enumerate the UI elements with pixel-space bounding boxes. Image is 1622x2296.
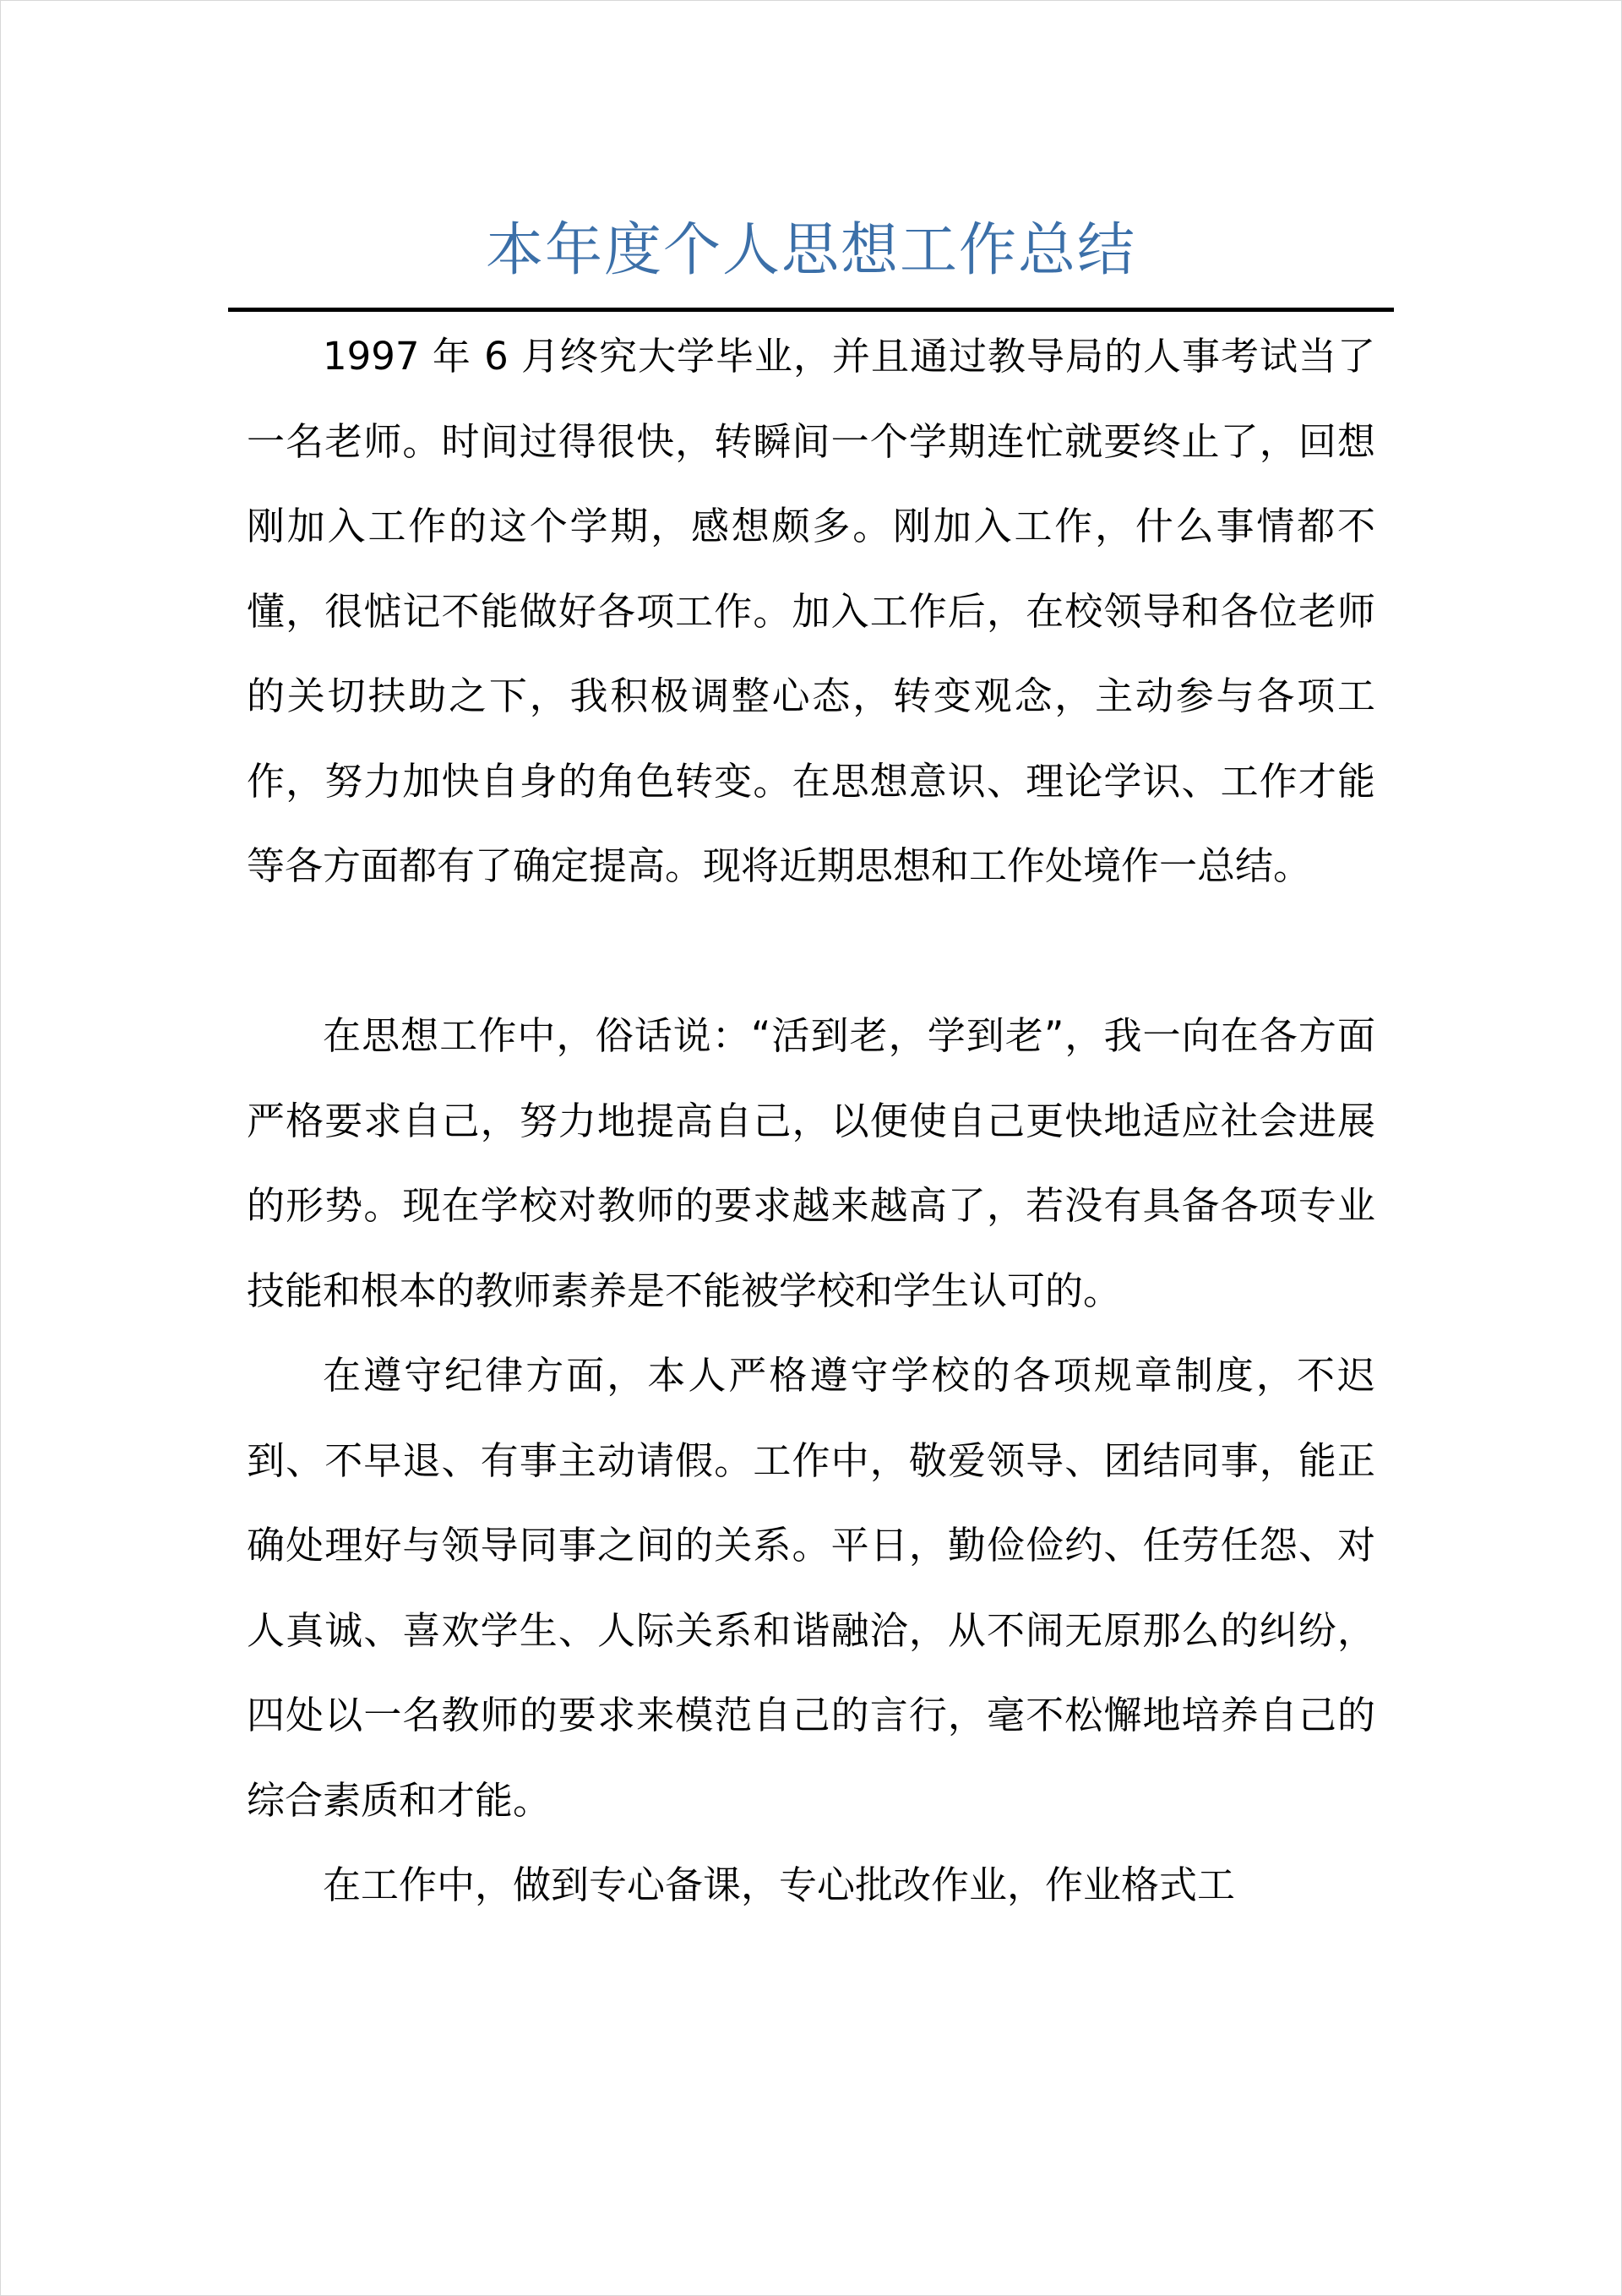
blank-line: [247, 909, 1375, 995]
document-title: 本年度个人思想工作总结: [485, 217, 1136, 284]
paragraph-thought-work: 在思想工作中，俗话说：“活到老，学到老”，我一向在各方面严格要求自己，努力地提高自己，以便使自己更快地适应社会进展的形势。现在学校对教师的要求越来越高了，若没有具备各项专业技能和根本的教师素养是不能被学校和学生认可的。: [247, 1013, 1375, 1313]
document-body: [247, 314, 1375, 1928]
title-underline: [228, 308, 1394, 312]
paragraph-discipline: 在遵守纪律方面，本人严格遵守学校的各项规章制度，不迟到、不早退、有事主动请假。工作中，敬爱领导、团结同事，能正确处理好与领导同事之间的关系。平日，勤俭俭约、任劳任怨、对人真诚、喜欢学生、人际关系和谐融洽，从不闹无原那么的纠纷，四处以一名教师的要求来模范自己的言行，毫不松懈地培养自己的综合素质和才能。: [247, 1353, 1375, 1823]
paragraph-work: 在工作中，做到专心备课，专心批改作业，作业格式工: [323, 1862, 1236, 1907]
paragraph-intro: 1997 年 6 月终究大学毕业，并且通过教导局的人事考试当了一名老师。时间过得很快，转瞬间一个学期连忙就要终止了，回想刚加入工作的这个学期，感想颇多。刚加入工作，什么事情都不懂，很惦记不能做好各项工作。加入工作后，在校领导和各位老师的关切扶助之下，我积极调整心态，转变观念，主动参与各项工作，努力加快自身的角色转变。在思想意识、理论学识、工作才能等各方面都有了确定提高。现将近期思想和工作处境作一总结。: [247, 334, 1375, 888]
